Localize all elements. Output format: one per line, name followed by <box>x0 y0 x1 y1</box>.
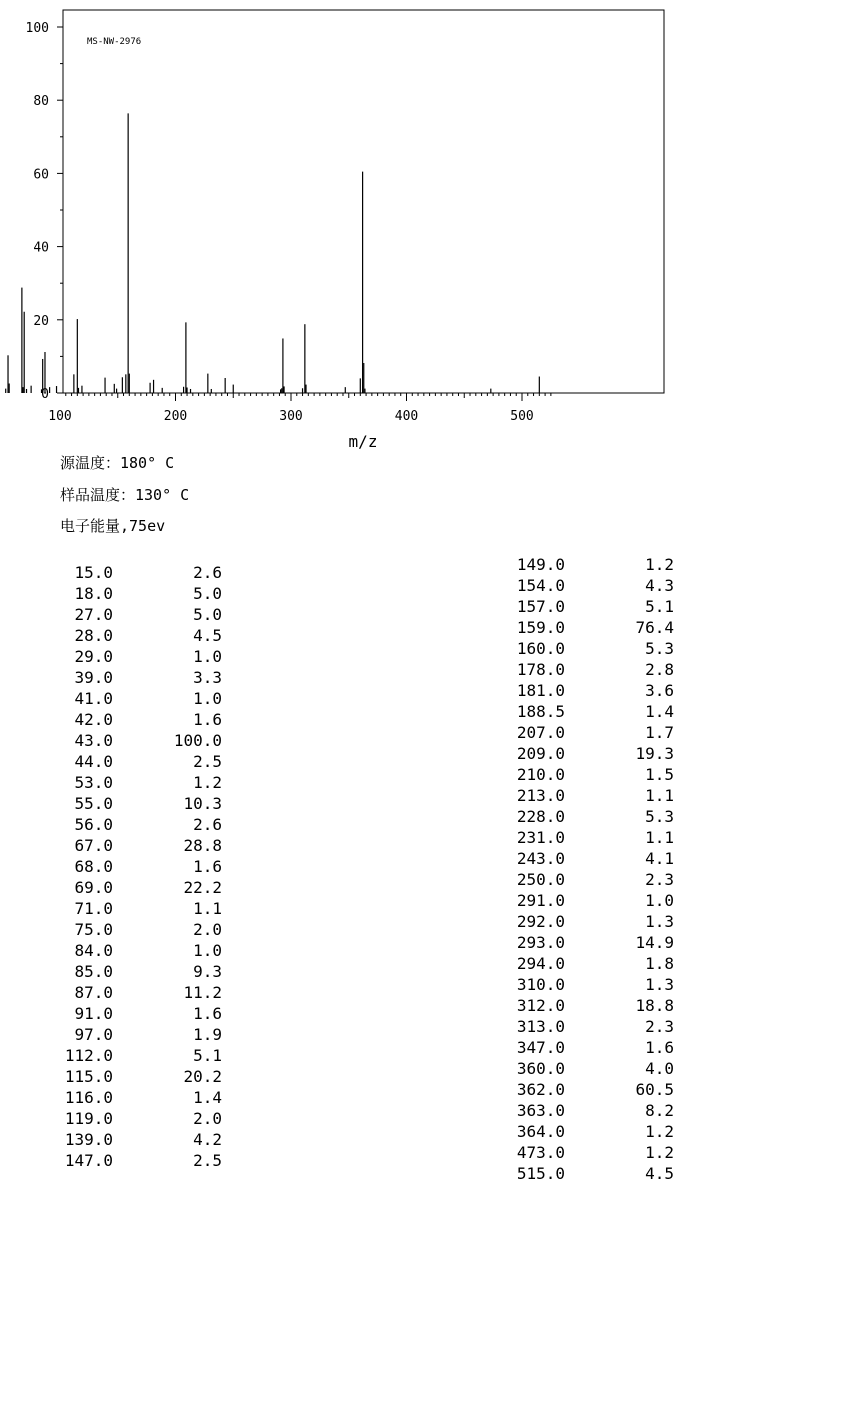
peak-abundance: 14.9 <box>635 933 674 952</box>
peak-abundance: 1.8 <box>645 954 674 973</box>
peak-mz: 188.5 <box>516 702 565 721</box>
peak-mz: 515.0 <box>516 1164 565 1183</box>
peak-mz: 119.0 <box>64 1109 113 1128</box>
peak-table-row <box>59 709 222 730</box>
peak-mz: 154.0 <box>516 576 565 595</box>
peak-abundance: 1.3 <box>645 912 674 931</box>
peak-mz: 347.0 <box>516 1038 565 1057</box>
peak-abundance: 3.6 <box>645 681 674 700</box>
peak-mz: 75.0 <box>74 920 113 939</box>
peak-table-row <box>59 1108 222 1129</box>
peak-table-row <box>59 793 222 814</box>
peak-table-row <box>511 932 674 953</box>
peak-table-row <box>59 1087 222 1108</box>
peak-abundance: 2.3 <box>645 1017 674 1036</box>
peak-abundance: 11.2 <box>183 983 222 1002</box>
peak-table-row <box>511 1142 674 1163</box>
peak-mz: 159.0 <box>516 618 565 637</box>
peak-table-row <box>59 667 222 688</box>
peak-abundance: 5.3 <box>645 639 674 658</box>
peak-abundance: 1.2 <box>645 1122 674 1141</box>
peak-mz: 115.0 <box>64 1067 113 1086</box>
peak-abundance: 2.3 <box>645 870 674 889</box>
peak-mz: 27.0 <box>74 605 113 624</box>
peak-mz: 228.0 <box>516 807 565 826</box>
peak-mz: 207.0 <box>516 723 565 742</box>
peak-abundance: 1.6 <box>193 857 222 876</box>
peak-mz: 69.0 <box>74 878 113 897</box>
peak-mz: 71.0 <box>74 899 113 918</box>
peak-abundance: 28.8 <box>183 836 222 855</box>
peak-abundance: 2.5 <box>193 1151 222 1170</box>
peak-mz: 84.0 <box>74 941 113 960</box>
peak-mz: 43.0 <box>74 731 113 750</box>
peak-abundance: 1.2 <box>645 555 674 574</box>
peak-table-row <box>511 596 674 617</box>
peak-table-row <box>59 1024 222 1045</box>
peak-mz: 213.0 <box>516 786 565 805</box>
x-axis-label: m/z <box>348 432 378 451</box>
peak-table-row <box>59 877 222 898</box>
peak-abundance: 5.1 <box>193 1046 222 1065</box>
peak-abundance: 1.2 <box>645 1143 674 1162</box>
peak-mz: 360.0 <box>516 1059 565 1078</box>
peak-abundance: 1.2 <box>193 773 222 792</box>
peak-mz: 91.0 <box>74 1004 113 1023</box>
peak-abundance: 20.2 <box>183 1067 222 1086</box>
axis-ticks <box>26 21 551 424</box>
peak-table-row <box>511 554 674 575</box>
peak-table-row <box>59 1150 222 1171</box>
peak-abundance: 5.3 <box>645 807 674 826</box>
x-tick-label: 100 <box>48 409 72 424</box>
plot-frame <box>63 10 664 393</box>
peak-table-row <box>511 1163 674 1184</box>
peak-mz: 41.0 <box>74 689 113 708</box>
peak-abundance: 4.0 <box>645 1059 674 1078</box>
peak-mz: 292.0 <box>516 912 565 931</box>
peak-abundance: 1.1 <box>645 828 674 847</box>
electron-energy: 电子能量,75ev <box>60 517 166 535</box>
peak-table-row <box>511 1016 674 1037</box>
peak-table-row <box>511 743 674 764</box>
spectrum-peaks <box>0 27 539 393</box>
peak-abundance: 1.1 <box>193 899 222 918</box>
peak-mz: 147.0 <box>64 1151 113 1170</box>
peak-mz: 15.0 <box>74 563 113 582</box>
peak-table-row <box>59 730 222 751</box>
peak-mz: 116.0 <box>64 1088 113 1107</box>
peak-table-right <box>511 554 674 1184</box>
y-tick-label: 0 <box>41 387 49 402</box>
x-tick-label: 200 <box>163 409 188 424</box>
peak-abundance: 1.4 <box>193 1088 222 1107</box>
peak-abundance: 5.1 <box>645 597 674 616</box>
peak-abundance: 1.6 <box>193 710 222 729</box>
peak-mz: 291.0 <box>516 891 565 910</box>
peak-mz: 312.0 <box>516 996 565 1015</box>
source-temperature: 源温度：180° C <box>60 454 175 472</box>
peak-abundance: 5.0 <box>193 584 222 603</box>
peak-mz: 364.0 <box>516 1122 565 1141</box>
peak-table-row <box>59 646 222 667</box>
peak-table-row <box>511 659 674 680</box>
peak-mz: 473.0 <box>516 1143 565 1162</box>
peak-mz: 39.0 <box>74 668 113 687</box>
peak-abundance: 8.2 <box>645 1101 674 1120</box>
peak-table-row <box>59 688 222 709</box>
peak-mz: 112.0 <box>64 1046 113 1065</box>
x-tick-label: 400 <box>394 409 419 424</box>
y-tick-label: 100 <box>25 21 49 36</box>
peak-table-row <box>59 856 222 877</box>
peak-mz: 231.0 <box>516 828 565 847</box>
peak-table-left <box>59 562 222 1171</box>
peak-mz: 44.0 <box>74 752 113 771</box>
peak-abundance: 4.5 <box>645 1164 674 1183</box>
peak-mz: 85.0 <box>74 962 113 981</box>
peak-abundance: 1.6 <box>645 1038 674 1057</box>
peak-mz: 149.0 <box>516 555 565 574</box>
peak-mz: 160.0 <box>516 639 565 658</box>
peak-table-row <box>511 995 674 1016</box>
peak-abundance: 2.0 <box>193 1109 222 1128</box>
peak-abundance: 4.5 <box>193 626 222 645</box>
peak-table-row <box>511 848 674 869</box>
peak-table-row <box>511 869 674 890</box>
peak-abundance: 9.3 <box>193 962 222 981</box>
peak-abundance: 4.2 <box>193 1130 222 1149</box>
peak-table-row <box>511 974 674 995</box>
peak-abundance: 1.0 <box>193 647 222 666</box>
mass-spectrum-chart <box>0 0 850 460</box>
peak-abundance: 76.4 <box>635 618 674 637</box>
peak-table-row <box>511 1058 674 1079</box>
peak-table-row <box>511 680 674 701</box>
peak-table-row <box>59 919 222 940</box>
peak-mz: 42.0 <box>74 710 113 729</box>
peak-abundance: 60.5 <box>635 1080 674 1099</box>
x-tick-label: 500 <box>510 409 534 424</box>
peak-table-row <box>511 764 674 785</box>
peak-table-row <box>511 1079 674 1100</box>
peak-table-row <box>59 751 222 772</box>
peak-mz: 28.0 <box>74 626 113 645</box>
peak-table-row <box>511 701 674 722</box>
peak-mz: 139.0 <box>64 1130 113 1149</box>
peak-abundance: 2.5 <box>193 752 222 771</box>
peak-table-row <box>511 806 674 827</box>
peak-table-row <box>59 835 222 856</box>
peak-abundance: 3.3 <box>193 668 222 687</box>
peak-abundance: 2.8 <box>645 660 674 679</box>
peak-abundance: 18.8 <box>635 996 674 1015</box>
peak-abundance: 4.3 <box>645 576 674 595</box>
peak-table-row <box>59 772 222 793</box>
peak-mz: 362.0 <box>516 1080 565 1099</box>
peak-abundance: 1.5 <box>645 765 674 784</box>
peak-abundance: 2.0 <box>193 920 222 939</box>
y-tick-label: 80 <box>33 94 49 110</box>
spectrum-id-annotation: MS-NW-2976 <box>87 37 142 47</box>
peak-table-row <box>59 625 222 646</box>
peak-table-row <box>59 898 222 919</box>
peak-table-row <box>59 1045 222 1066</box>
peak-abundance: 22.2 <box>183 878 222 897</box>
peak-table-row <box>511 785 674 806</box>
peak-table-row <box>511 953 674 974</box>
peak-mz: 181.0 <box>516 681 565 700</box>
peak-mz: 363.0 <box>516 1101 565 1120</box>
peak-abundance: 1.0 <box>645 891 674 910</box>
peak-table-row <box>59 1066 222 1087</box>
peak-mz: 157.0 <box>516 597 565 616</box>
peak-mz: 293.0 <box>516 933 565 952</box>
peak-abundance: 100.0 <box>173 731 222 750</box>
peak-abundance: 10.3 <box>183 794 222 813</box>
peak-table-row <box>511 827 674 848</box>
y-tick-label: 40 <box>33 240 49 256</box>
peak-mz: 87.0 <box>74 983 113 1002</box>
peak-mz: 209.0 <box>516 744 565 763</box>
peak-table-row <box>511 911 674 932</box>
y-tick-label: 60 <box>33 167 49 183</box>
peak-mz: 68.0 <box>74 857 113 876</box>
peak-table-row <box>59 604 222 625</box>
peak-abundance: 5.0 <box>193 605 222 624</box>
peak-mz: 294.0 <box>516 954 565 973</box>
peak-mz: 250.0 <box>516 870 565 889</box>
peak-table-row <box>511 890 674 911</box>
peak-table-row <box>511 722 674 743</box>
peak-mz: 18.0 <box>74 584 113 603</box>
peak-abundance: 1.0 <box>193 689 222 708</box>
peak-table-row <box>511 1121 674 1142</box>
peak-mz: 310.0 <box>516 975 565 994</box>
peak-mz: 67.0 <box>74 836 113 855</box>
sample-temperature: 样品温度：130° C <box>60 486 190 504</box>
peak-abundance: 1.3 <box>645 975 674 994</box>
peak-table-row <box>59 814 222 835</box>
peak-table-row <box>59 583 222 604</box>
peak-table-row <box>59 982 222 1003</box>
peak-mz: 53.0 <box>74 773 113 792</box>
peak-table-row <box>59 562 222 583</box>
peak-abundance: 2.6 <box>193 815 222 834</box>
peak-table-row <box>59 1129 222 1150</box>
peak-table-row <box>511 638 674 659</box>
y-tick-label: 20 <box>33 313 49 329</box>
peak-mz: 210.0 <box>516 765 565 784</box>
x-tick-label: 300 <box>279 409 303 424</box>
peak-abundance: 1.6 <box>193 1004 222 1023</box>
peak-table-row <box>59 961 222 982</box>
peak-mz: 55.0 <box>74 794 113 813</box>
peak-mz: 178.0 <box>516 660 565 679</box>
peak-abundance: 1.1 <box>645 786 674 805</box>
peak-mz: 56.0 <box>74 815 113 834</box>
peak-abundance: 1.7 <box>645 723 674 742</box>
peak-mz: 97.0 <box>74 1025 113 1044</box>
peak-table-row <box>59 1003 222 1024</box>
peak-table-row <box>511 575 674 596</box>
peak-abundance: 1.0 <box>193 941 222 960</box>
peak-table-row <box>511 1037 674 1058</box>
peak-table-row <box>511 1100 674 1121</box>
peak-abundance: 1.9 <box>193 1025 222 1044</box>
peak-table-row <box>511 617 674 638</box>
peak-mz: 313.0 <box>516 1017 565 1036</box>
peak-table-row <box>59 940 222 961</box>
peak-abundance: 1.4 <box>645 702 674 721</box>
peak-mz: 29.0 <box>74 647 113 666</box>
peak-abundance: 2.6 <box>193 563 222 582</box>
peak-abundance: 4.1 <box>645 849 674 868</box>
peak-mz: 243.0 <box>516 849 565 868</box>
peak-abundance: 19.3 <box>635 744 674 763</box>
